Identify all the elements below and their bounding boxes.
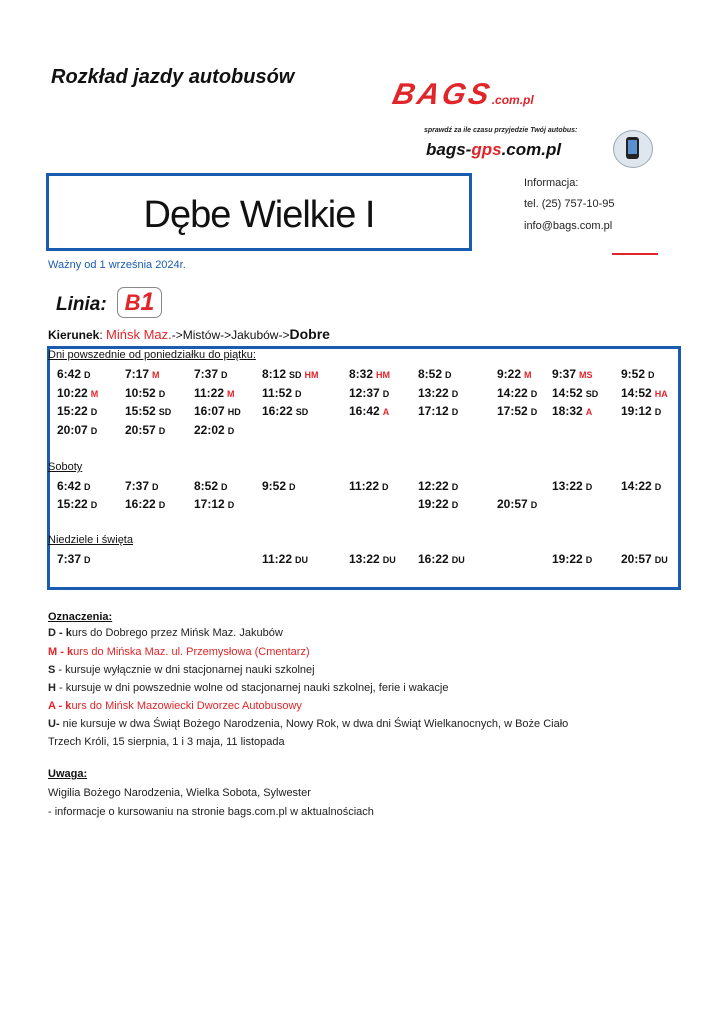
departure-code: DU [295,555,309,565]
info-email[interactable]: info@bags.com.pl [524,220,613,232]
departure-hour: 7:37 [57,552,82,566]
departure-hour: 22:02 [194,423,225,437]
direction-colon: : [99,328,107,342]
logo-domain: .com.pl [491,93,534,107]
departure-hour: 6:42 [57,367,82,381]
direction [48,326,330,342]
departure-code: D [654,482,662,492]
departure-hour: 8:52 [418,367,443,381]
departure-time [349,552,396,566]
departure-hour: 12:22 [418,479,449,493]
legend-code: U- [48,718,60,730]
departure-time [621,386,668,400]
departure-time [194,404,241,418]
departure-hour: 13:22 [418,386,449,400]
departure-time [621,479,661,493]
notes-line: - informacje o kursowaniu na stronie bags.com.pl w aktualnościach [48,806,374,818]
stop-name: Dębe Wielkie I [143,194,375,236]
legend-item [48,664,315,676]
departure-hour: 20:57 [621,552,652,566]
line-letter: B [124,290,141,315]
departure-code: D [585,482,593,492]
departure-code: D [382,389,390,399]
departure-hour: 13:22 [552,479,583,493]
departure-code: HM [376,370,391,380]
legend-text: urs do Mińsk Mazowiecki Dworzec Autobusowy [71,700,302,712]
departure-code: D [227,426,235,436]
notes-line: Wigilia Bożego Narodzenia, Wielka Sobota, Sylwester [48,787,311,799]
departure-hour: 12:37 [349,386,380,400]
page-title: Rozkład jazdy autobusów [51,66,295,88]
departure-code: D [158,426,166,436]
departure-time [194,367,228,381]
departure-code: D [221,370,228,380]
departure-time [262,479,296,493]
departure-code: D [84,482,91,492]
departure-code: HD [227,407,241,417]
departure-hour: 9:22 [497,367,522,381]
valid-from: Ważny od 1 września 2024r. [48,259,186,271]
departure-hour: 8:12 [262,367,287,381]
departure-time [497,386,537,400]
legend-text: - kursuje w dni powszednie wolne od stacjonarnej nauki szkolnej, ferie i wakacje [55,682,449,694]
departure-code: M [524,370,532,380]
departure-code: D [158,389,166,399]
departure-time [349,479,389,493]
departure-hour: 6:42 [57,479,82,493]
legend-item [48,700,302,712]
departure-time [552,386,598,400]
departure-time [125,423,165,437]
departure-code: SD [585,389,599,399]
departure-time [262,367,319,381]
departure-hour: 14:52 [621,386,652,400]
departure-code: D [451,500,459,510]
departure-time [57,423,97,437]
departure-hour: 15:22 [57,497,88,511]
divider [612,253,658,255]
legend-code: D - k [48,627,72,639]
departure-hour: 7:17 [125,367,150,381]
departure-code: D [90,407,98,417]
departure-time [497,404,537,418]
departure-code: D [451,482,459,492]
departure-code: A [382,407,390,417]
departure-code: D [530,500,538,510]
departure-hour: 17:12 [194,497,225,511]
departure-hour: 15:52 [125,404,156,418]
departure-hour: 16:22 [418,552,449,566]
legend-code: H [48,682,56,694]
departure-code: D [530,389,538,399]
departure-hour: 11:22 [262,552,293,566]
departure-code: D [654,407,662,417]
legend-item [48,627,283,639]
departure-hour: 8:52 [194,479,219,493]
departure-code: D [530,407,538,417]
departure-hour: 9:52 [262,479,287,493]
departure-time [497,497,537,511]
departure-code: D [585,555,593,565]
departure-hour: 7:37 [194,367,219,381]
line-number: 1 [140,288,155,316]
departure-hour: 20:57 [497,497,528,511]
departure-time [125,479,159,493]
gps-tagline: sprawdź za ile czasu przyjedzie Twój autobus: [424,127,578,134]
departure-time [57,497,97,511]
departure-time [57,386,98,400]
departure-time [349,404,389,418]
departure-time [57,479,91,493]
departure-time [349,386,389,400]
phone-icon [613,130,653,168]
departure-time [194,479,228,493]
legend-text: nie kursuje w dwa Świąt Bożego Narodzenia, Nowy Rok, w dwa dni Świąt Wielkanocnych, w Boże Ciało [59,718,569,730]
departure-code: D [221,482,228,492]
legend-code: A - k [48,700,72,712]
departure-time [125,404,171,418]
departure-code: HA [654,389,668,399]
departure-hour: 17:12 [418,404,449,418]
gps-url[interactable] [426,140,561,160]
direction-label: Kierunek [48,328,100,342]
departure-code: D [84,555,91,565]
departure-time [194,423,234,437]
departure-time [262,386,302,400]
departure-code: D [152,482,159,492]
departure-time [125,367,160,381]
departure-time [418,367,452,381]
departure-time [262,552,308,566]
departure-code: D [84,370,91,380]
direction-origin: Mińsk Maz. [106,327,172,342]
departure-hour: 10:22 [57,386,88,400]
departure-hour: 18:32 [552,404,583,418]
section-title-sunday: Niedziele i święta [48,534,133,546]
departure-code: M [152,370,160,380]
info-label: Informacja: [524,177,579,189]
legend-item [48,646,310,658]
departure-code: D [451,389,459,399]
departure-time [418,497,458,511]
departure-code: D [648,370,655,380]
departure-time [621,552,668,566]
legend-text: urs do Mińska Maz. ul. Przemysłowa (Cmentarz) [73,646,310,658]
departure-hour: 16:07 [194,404,225,418]
departure-hour: 13:22 [349,552,380,566]
departure-hour: 9:37 [552,367,577,381]
legend-text: urs do Dobrego przez Mińsk Maz. Jakubów [71,627,283,639]
departure-hour: 7:37 [125,479,150,493]
departure-code: D [295,389,302,399]
line-label: Linia: [56,294,107,315]
departure-time [552,404,592,418]
departure-code: D [227,500,235,510]
departure-hour: 16:22 [125,497,156,511]
departure-code: HM [304,370,319,380]
departure-time [57,404,97,418]
departure-time [125,386,165,400]
departure-hour: 19:22 [552,552,583,566]
legend-item [48,718,568,730]
departure-code: D [289,482,296,492]
departure-hour: 11:22 [194,386,225,400]
departure-code: D [445,370,452,380]
departure-hour: 15:22 [57,404,88,418]
departure-hour: 11:22 [349,479,380,493]
departure-hour: 19:22 [418,497,449,511]
departure-time [621,404,661,418]
info-phone[interactable]: tel. (25) 757-10-95 [524,198,615,210]
departure-time [194,386,235,400]
departure-hour: 14:52 [552,386,583,400]
departure-hour: 17:52 [497,404,528,418]
departure-time [552,552,592,566]
departure-hour: 16:42 [349,404,380,418]
departure-code: D [451,407,459,417]
departure-time [552,479,592,493]
departure-code: SD [158,407,172,417]
gps-url-part-b: gps [471,140,502,159]
section-title-weekdays: Dni powszednie od poniedziałku do piątku: [48,349,256,361]
departure-hour: 11:52 [262,386,293,400]
departure-code: DU [451,555,465,565]
legend-item [48,682,449,694]
departure-code: SD [295,407,309,417]
departure-time [262,404,308,418]
line-badge [117,287,162,318]
stop-name-box [46,173,472,251]
departure-time [418,386,458,400]
departure-time [621,367,655,381]
departure-time [125,497,165,511]
direction-via: ->Mistów->Jakubów-> [171,328,290,342]
departure-code: D [158,500,166,510]
departure-code: M [90,389,99,399]
departure-hour: 14:22 [621,479,652,493]
departure-code: A [585,407,593,417]
departure-time [418,552,465,566]
bags-logo [389,78,663,111]
gps-url-part-c: .com.pl [501,140,562,159]
departure-code: D [382,482,389,492]
legend-code: S [48,664,56,676]
departure-hour: 8:32 [349,367,374,381]
departure-time [349,367,390,381]
departure-time [57,367,91,381]
departure-code: D [90,500,98,510]
departure-code: M [227,389,235,399]
departure-code: D [90,426,98,436]
legend-code: M - k [48,646,74,658]
section-title-saturday: Soboty [48,461,83,473]
logo-wordmark: BAGS [389,78,496,111]
direction-destination: Dobre [289,326,330,342]
departure-time [552,367,593,381]
departure-hour: 16:22 [262,404,293,418]
departure-time [57,552,91,566]
notes-title: Uwaga: [48,768,88,780]
departure-code: MS [579,370,593,380]
departure-time [194,497,234,511]
departure-hour: 10:52 [125,386,156,400]
gps-url-part-a: bags- [426,140,472,159]
departure-hour: 19:12 [621,404,652,418]
departure-code: DU [654,555,668,565]
legend-text: - kursuje wyłącznie w dni stacjonarnej nauki szkolnej [55,664,315,676]
departure-hour: 14:22 [497,386,528,400]
departure-time [418,404,458,418]
departure-hour: 9:52 [621,367,646,381]
legend-continuation: Trzech Króli, 15 sierpnia, 1 i 3 maja, 11 listopada [48,736,285,748]
legend-title: Oznaczenia: [48,611,113,623]
departure-hour: 20:07 [57,423,88,437]
departure-time [497,367,532,381]
departure-time [418,479,458,493]
departure-code: DU [382,555,396,565]
departure-hour: 20:57 [125,423,156,437]
departure-code: SD [289,370,302,380]
